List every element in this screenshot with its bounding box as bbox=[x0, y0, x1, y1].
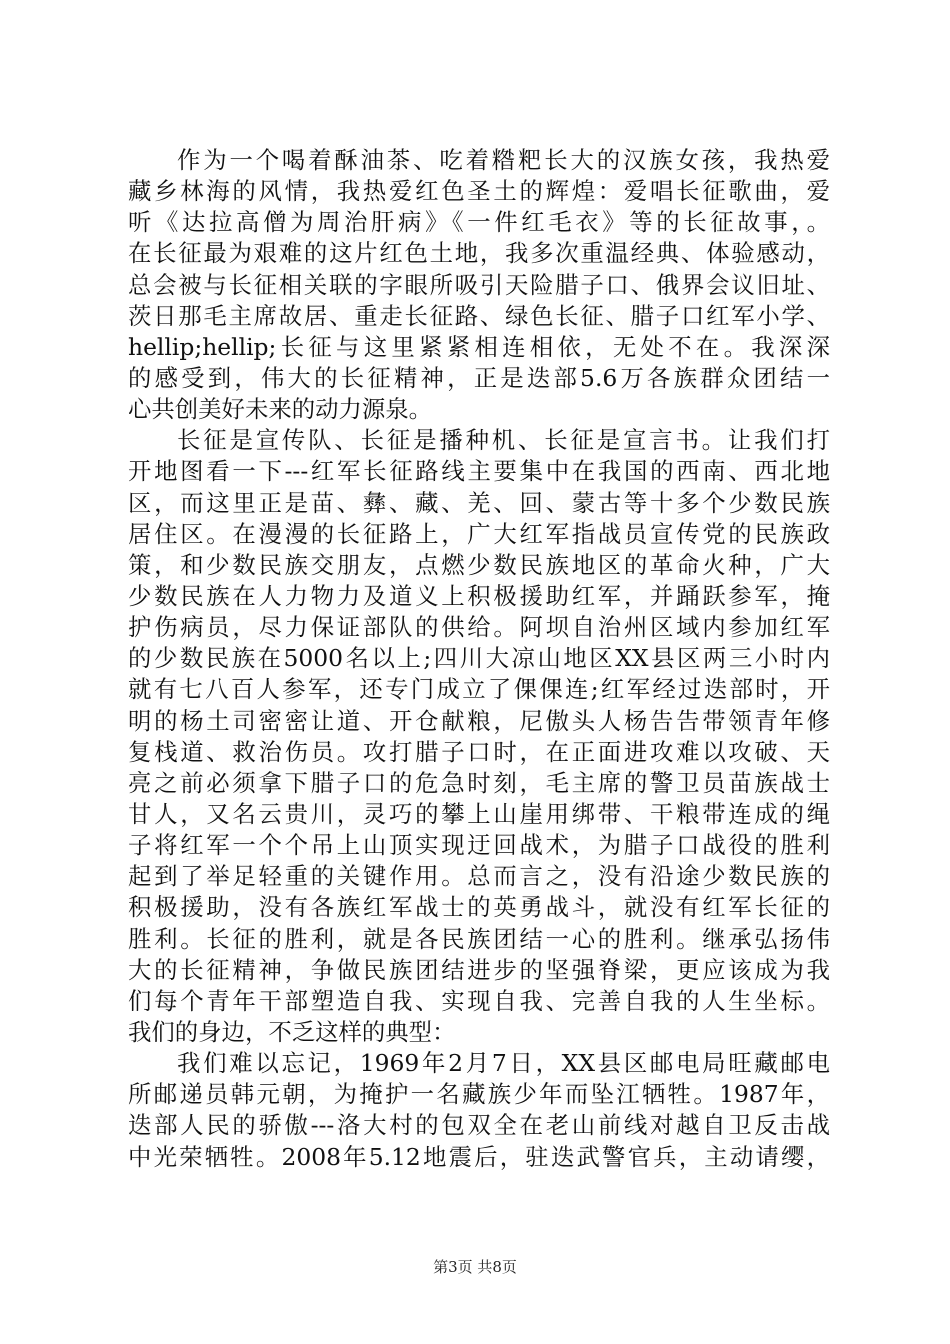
text-line: 复栈道、救治伤员。攻打腊子口时，在正面进攻难以攻破、天 bbox=[128, 737, 830, 766]
text-line: 的少数民族在5000名以上;四川大凉山地区XX县区两三小时内 bbox=[128, 644, 830, 673]
text-line: 长征是宣传队、长征是播种机、长征是宣言书。让我们打 bbox=[177, 426, 830, 455]
text-line: 起到了举足轻重的关键作用。总而言之，没有沿途少数民族的 bbox=[128, 862, 830, 891]
text-line: 护伤病员，尽力保证部队的供给。阿坝自治州区域内参加红军 bbox=[128, 613, 830, 642]
text-line: 明的杨土司密密让道、开仓献粮，尼傲头人杨告告带领青年修 bbox=[128, 706, 830, 735]
text-line: 开地图看一下---红军长征路线主要集中在我国的西南、西北地 bbox=[128, 457, 830, 486]
text-line: 策，和少数民族交朋友，点燃少数民族地区的革命火种，广大 bbox=[128, 550, 830, 579]
text-line: 子将红军一个个吊上山顶实现迂回战术，为腊子口战役的胜利 bbox=[128, 831, 830, 860]
page-number: 第3页 共8页 bbox=[433, 1258, 517, 1276]
text-line: 大的长征精神，争做民族团结进步的坚强脊梁，更应该成为我 bbox=[128, 955, 830, 984]
text-line: 作为一个喝着酥油茶、吃着糌粑长大的汉族女孩，我热爱 bbox=[177, 146, 830, 174]
text-line: 听《达拉高僧为周治肝病》《一件红毛衣》等的长征故事，。 bbox=[128, 208, 830, 237]
text-line: 总会被与长征相关联的字眼所吸引天险腊子口、俄界会议旧址、 bbox=[128, 270, 830, 299]
text-line: 茨日那毛主席故居、重走长征路、绿色长征、腊子口红军小学、 bbox=[128, 301, 830, 330]
text-line: 心共创美好未来的动力源泉。 bbox=[128, 395, 433, 424]
text-line: 所邮递员韩元朝，为掩护一名藏族少年而坠江牺牲。1987年， bbox=[128, 1080, 830, 1109]
text-line: 迭部人民的骄傲---洛大村的包双全在老山前线对越自卫反击战 bbox=[128, 1111, 830, 1140]
paragraph-2 bbox=[128, 425, 830, 1048]
text-line: 的感受到，伟大的长征精神，正是迭部5.6万各族群众团结一 bbox=[128, 363, 830, 392]
paragraph-1 bbox=[128, 145, 830, 425]
text-line: 积极援助，没有各族红军战士的英勇战斗，就没有红军长征的 bbox=[128, 893, 830, 922]
text-line: 甘人，又名云贵川，灵巧的攀上山崖用绑带、干粮带连成的绳 bbox=[128, 799, 830, 828]
text-line: 区，而这里正是苗、彝、藏、羌、回、蒙古等十多个少数民族 bbox=[128, 488, 830, 517]
text-line: 少数民族在人力物力及道义上积极援助红军，并踊跃参军，掩 bbox=[128, 581, 830, 610]
text-line: 就有七八百人参军，还专门成立了倮倮连;红军经过迭部时，开 bbox=[128, 675, 830, 704]
document-body bbox=[128, 145, 830, 1173]
text-line: 亮之前必须拿下腊子口的危急时刻，毛主席的警卫员苗族战士 bbox=[128, 768, 830, 797]
text-line: hellip;hellip;长征与这里紧紧相连相依，无处不在。我深深 bbox=[128, 332, 830, 361]
text-line: 居住区。在漫漫的长征路上，广大红军指战员宣传党的民族政 bbox=[128, 519, 830, 548]
text-line: 在长征最为艰难的这片红色土地，我多次重温经典、体验感动， bbox=[128, 239, 830, 268]
text-line: 们每个青年干部塑造自我、实现自我、完善自我的人生坐标。 bbox=[128, 986, 830, 1015]
paragraph-3 bbox=[128, 1048, 830, 1173]
text-line: 我们的身边，不乏这样的典型： bbox=[128, 1017, 456, 1046]
page-footer bbox=[0, 1256, 950, 1277]
text-line: 胜利。长征的胜利，就是各民族团结一心的胜利。继承弘扬伟 bbox=[128, 924, 830, 953]
text-line: 我们难以忘记，1969年2月7日，XX县区邮电局旺藏邮电 bbox=[177, 1049, 830, 1078]
text-line: 中光荣牺牲。2008年5.12地震后，驻迭武警官兵，主动请缨， bbox=[128, 1142, 830, 1171]
text-line: 藏乡林海的风情，我热爱红色圣土的辉煌：爱唱长征歌曲，爱 bbox=[128, 177, 830, 206]
